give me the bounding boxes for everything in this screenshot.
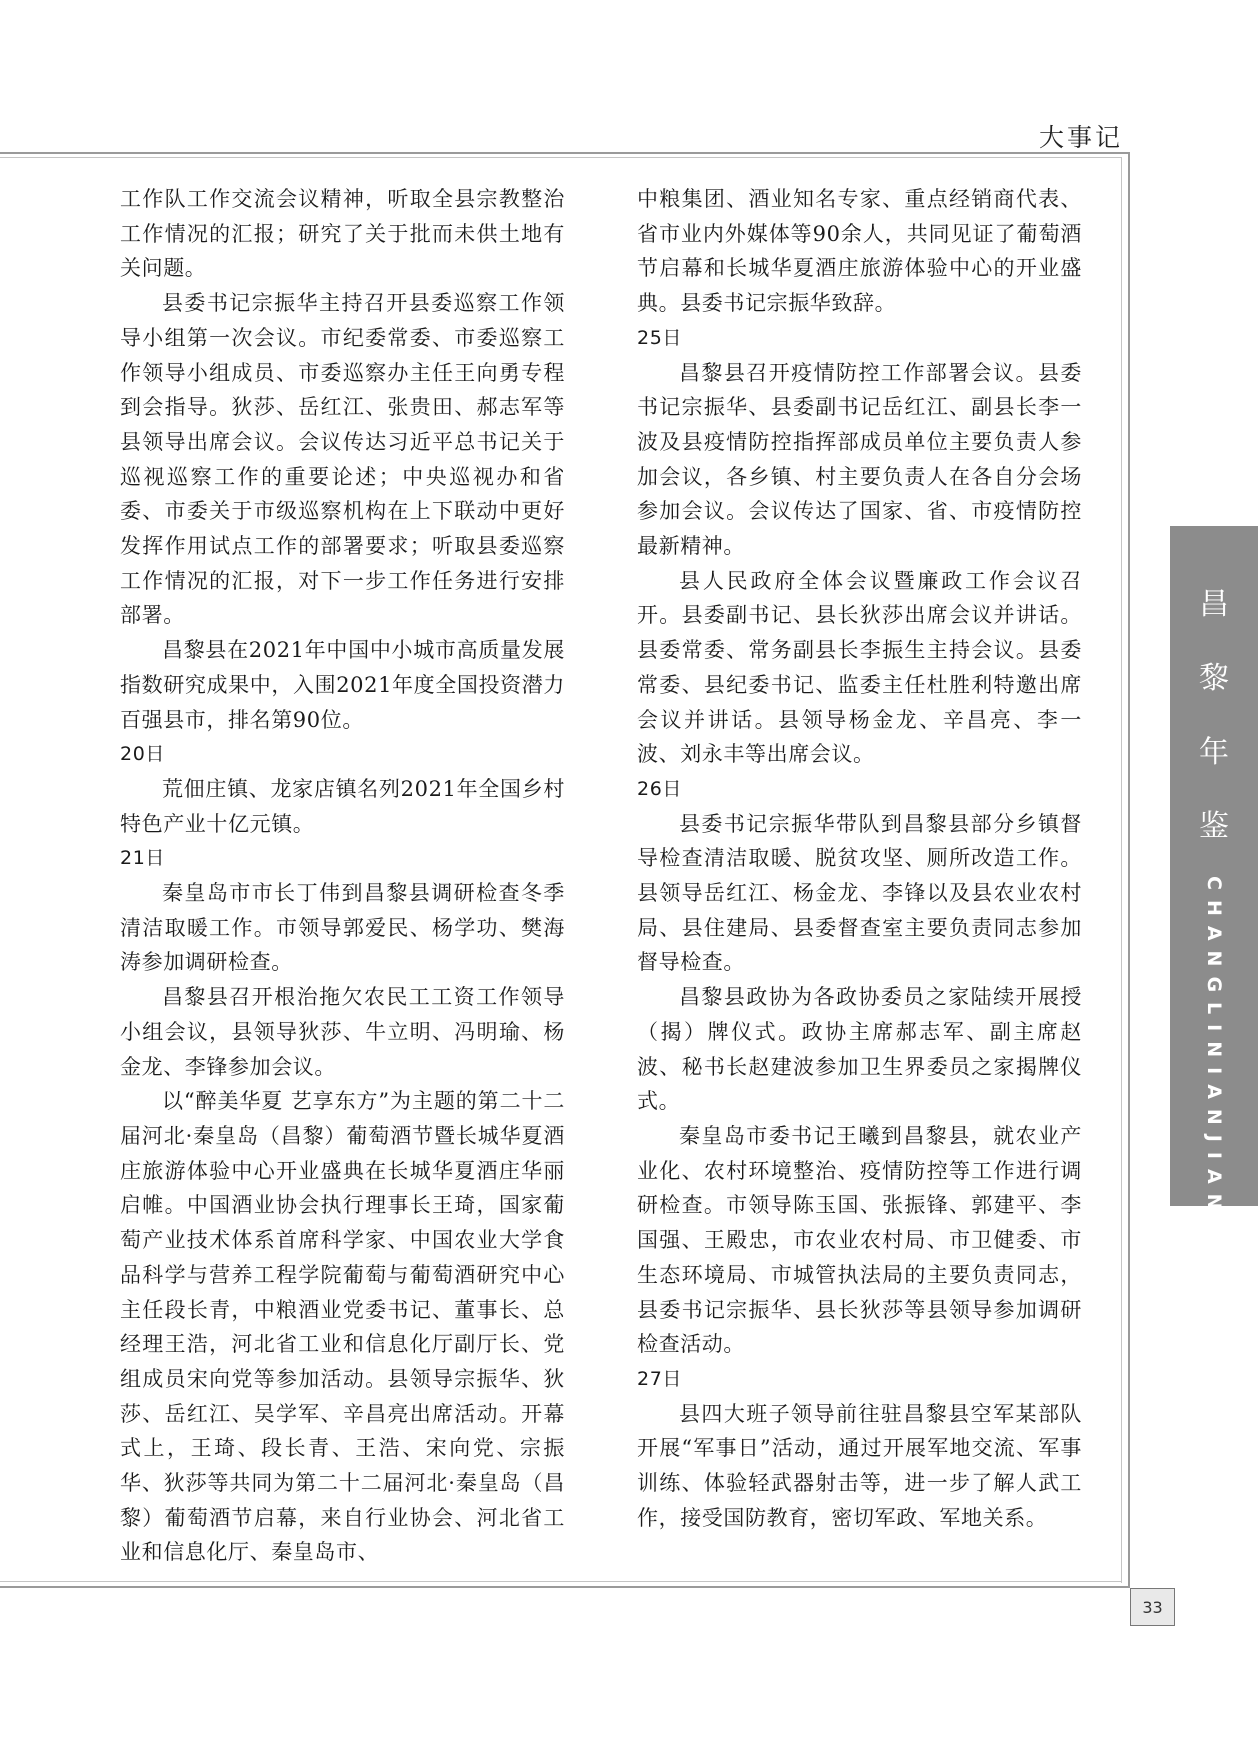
paragraph: 秦皇岛市市长丁伟到昌黎县调研检查冬季清洁取暖工作。市领导郭爱民、杨学功、樊海涛参加调研检查。 bbox=[120, 881, 565, 975]
paragraph: 中粮集团、酒业知名专家、重点经销商代表、省市业内外媒体等90余人，共同见证了葡萄酒节启幕和长城华夏酒庄旅游体验中心的开业盛典。县委书记宗振华致辞。 bbox=[637, 187, 1082, 316]
side-tab-chinese-title bbox=[1199, 587, 1229, 844]
side-tab-char: 鉴 bbox=[1199, 809, 1229, 844]
frame-bottom-rule bbox=[0, 1586, 1130, 1588]
frame-top-rule bbox=[0, 152, 1130, 154]
date-heading: 21日 bbox=[120, 847, 165, 870]
date-heading: 26日 bbox=[637, 777, 682, 800]
paragraph: 以“醉美华夏 艺享东方”为主题的第二十二届河北·秦皇岛（昌黎）葡萄酒节暨长城华夏酒庄旅游体验中心开业盛典在长城华夏酒庄华丽启帷。中国酒业协会执行理事长王琦，国家葡萄产业技术体系首席科学家、中国农业大学食品科学与营养工程学院葡萄与葡萄酒研究中心主任段长青，中粮酒业党委书记、董事长、总经理王浩，河北省工业和信息化厅副厅长、党组成员宋向党等参加活动。县领导宗振华、狄莎、岳红江、吴学军、辛昌亮出席活动。开幕式上，王琦、段长青、王浩、宋向党、宗振华、狄莎等共同为第二十二届河北·秦皇岛（昌黎）葡萄酒节启幕，来自行业协会、河北省工业和信息化厅、秦皇岛市、 bbox=[120, 1089, 565, 1565]
side-tab-char: 昌 bbox=[1199, 587, 1229, 622]
paragraph: 昌黎县召开疫情防控工作部署会议。县委书记宗振华、县委副书记岳红江、副县长李一波及县疫情防控指挥部成员单位主要负责人参加会议，各乡镇、村主要负责人在各自分会场参加会议。会议传达了国家、省、市疫情防控最新精神。 bbox=[637, 360, 1082, 559]
frame-top-inner-rule bbox=[0, 157, 1122, 158]
paragraph: 工作队工作交流会议精神，听取全县宗教整治工作情况的汇报；研究了关于批而未供土地有关问题。 bbox=[120, 187, 565, 281]
right-column bbox=[637, 182, 1082, 1535]
left-column bbox=[120, 182, 565, 1570]
frame-bottom-inner-rule bbox=[0, 1581, 1122, 1582]
paragraph: 昌黎县在2021年中国中小城市高质量发展指数研究成果中，入围2021年度全国投资潜力百强县市，排名第90位。 bbox=[120, 638, 565, 732]
yearbook-side-tab bbox=[1170, 526, 1258, 1220]
paragraph: 县人民政府全体会议暨廉政工作会议召开。县委副书记、县长狄莎出席会议并讲话。县委常委、常务副县长李振生主持会议。县委常委、县纪委书记、监委主任杜胜利特邀出席会议并讲话。县领导杨金龙、辛昌亮、李一波、刘永丰等出席会议。 bbox=[637, 568, 1082, 767]
page-number: 33 bbox=[1130, 1588, 1175, 1626]
side-tab-char: 年 bbox=[1199, 735, 1229, 770]
paragraph: 县四大班子领导前往驻昌黎县空军某部队开展“军事日”活动，通过开展军地交流、军事训练、体验轻武器射击等，进一步了解人武工作，接受国防教育，密切军政、军地关系。 bbox=[637, 1401, 1082, 1530]
date-heading: 20日 bbox=[120, 743, 165, 766]
frame-right-rule bbox=[1128, 152, 1130, 1588]
paragraph: 昌黎县政协为各政协委员之家陆续开展授（揭）牌仪式。政协主席郝志军、副主席赵波、秘书长赵建波参加卫生界委员之家揭牌仪式。 bbox=[637, 985, 1082, 1114]
paragraph: 县委书记宗振华带队到昌黎县部分乡镇督导检查清洁取暖、脱贫攻坚、厕所改造工作。县领导岳红江、杨金龙、李锋以及县农业农村局、县住建局、县委督查室主要负责同志参加督导检查。 bbox=[637, 811, 1082, 975]
paragraph: 昌黎县召开根治拖欠农民工工资工作领导小组会议，县领导狄莎、牛立明、冯明瑜、杨金龙、李锋参加会议。 bbox=[120, 985, 565, 1079]
side-tab-char: 黎 bbox=[1199, 661, 1229, 696]
paragraph: 县委书记宗振华主持召开县委巡察工作领导小组第一次会议。市纪委常委、市委巡察工作领导小组成员、市委巡察办主任王向勇专程到会指导。狄莎、岳红江、张贵田、郝志军等县领导出席会议。会议传达习近平总书记关于巡视巡察工作的重要论述；中央巡视办和省委、市委关于市级巡察机构在上下联动中更好发挥作用试点工作的部署要求；听取县委巡察工作情况的汇报，对下一步工作任务进行安排部署。 bbox=[120, 291, 565, 628]
side-tab-pinyin: CHANGLINIANJIAN bbox=[1203, 876, 1225, 1220]
frame-right-inner-rule bbox=[1121, 157, 1122, 1583]
section-title: 大事记 bbox=[1038, 123, 1123, 152]
date-heading: 25日 bbox=[637, 326, 682, 349]
paragraph: 秦皇岛市委书记王曦到昌黎县，就农业产业化、农村环境整治、疫情防控等工作进行调研检查。市领导陈玉国、张振锋、郭建平、李国强、王殿忠，市农业农村局、市卫健委、市生态环境局、市城管执法局的主要负责同志，县委书记宗振华、县长狄莎等县领导参加调研检查活动。 bbox=[637, 1123, 1082, 1357]
date-heading: 27日 bbox=[637, 1367, 682, 1390]
paragraph: 荒佃庄镇、龙家店镇名列2021年全国乡村特色产业十亿元镇。 bbox=[120, 776, 565, 836]
